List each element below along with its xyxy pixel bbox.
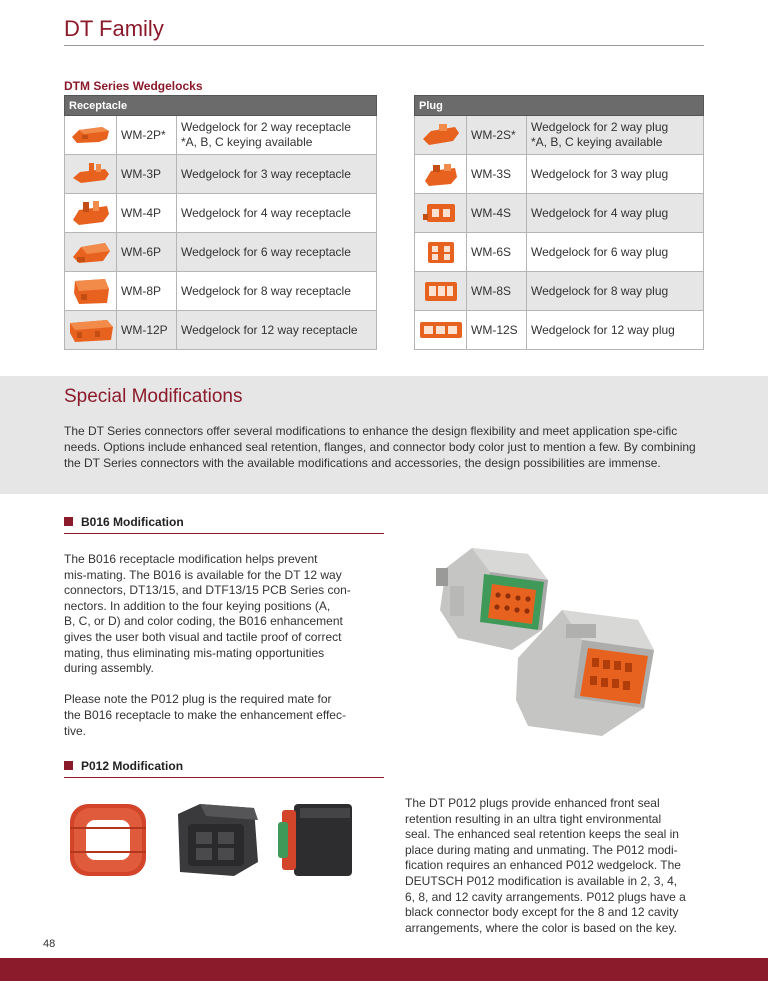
keying-note: *A, B, C keying available <box>181 135 313 149</box>
wedgelock-3s-icon <box>415 155 467 194</box>
table-row <box>65 311 377 350</box>
table-row <box>415 311 704 350</box>
wedgelock-2s-icon <box>415 116 467 155</box>
part-description: Wedgelock for 6 way plug <box>527 233 704 272</box>
page-number: 48 <box>43 938 56 950</box>
square-bullet-icon <box>64 517 73 526</box>
text-line: tive. <box>64 723 87 738</box>
part-code: WM-2P* <box>117 116 177 155</box>
b016-connector-illustration <box>432 540 662 740</box>
table-row <box>415 155 704 194</box>
part-description: Wedgelock for 12 way plug <box>527 311 704 350</box>
b016-heading-text: B016 Modification <box>81 515 184 529</box>
part-description: Wedgelock for 12 way receptacle <box>177 311 377 350</box>
text-line: black connector body except for the 8 and 12 cavity <box>405 905 679 920</box>
part-description: Wedgelock for 3 way plug <box>527 155 704 194</box>
b016-description <box>64 552 384 739</box>
b016-heading <box>64 515 184 529</box>
text-line: gives the user both visual and tactile proof of correct <box>64 629 342 644</box>
table-row <box>415 272 704 311</box>
p012-heading-text: P012 Modification <box>81 759 184 773</box>
part-code: WM-12P <box>117 311 177 350</box>
text-line: DEUTSCH P012 modification is available in 2, 3, 4, <box>405 873 678 888</box>
intro-paragraph: The DT Series connectors offer several modifications to enhance the design flexibility and meet application spe-cific needs. Options include enhanced seal retention, flanges, and connector body color just to mention a few. By combining the DT Series connectors with the available modifications and accessories, the design possibilities are immense. <box>64 424 696 470</box>
text-line: place during mating and unmating. The P012 modi- <box>405 842 678 857</box>
part-code: WM-8S <box>467 272 527 311</box>
part-description: Wedgelock for 4 way plug <box>527 194 704 233</box>
part-code: WM-6S <box>467 233 527 272</box>
table-row <box>65 272 377 311</box>
table-row <box>415 116 704 155</box>
text-line: mis-mating. The B016 is available for the DT 12 way <box>64 567 342 582</box>
b016-divider <box>64 533 384 534</box>
part-code: WM-3S <box>467 155 527 194</box>
p012-heading <box>64 759 183 773</box>
receptacle-table <box>64 95 377 350</box>
p012-seal-illustration <box>64 798 152 882</box>
text-line: seal. The enhanced seal retention keeps the seal in <box>405 827 679 842</box>
keying-note: *A, B, C keying available <box>531 135 663 149</box>
part-code: WM-4P <box>117 194 177 233</box>
plug-table <box>414 95 704 350</box>
text-line: retention resulting in an ultra tight environmental <box>405 811 662 826</box>
title-divider <box>64 45 704 46</box>
text-line: during assembly. <box>64 661 154 676</box>
part-description: Wedgelock for 4 way receptacle <box>177 194 377 233</box>
text-line: The DT P012 plugs provide enhanced front seal <box>405 796 660 810</box>
text-line: the B016 receptacle to make the enhancement effec- <box>64 707 346 722</box>
part-description: Wedgelock for 8 way receptacle <box>177 272 377 311</box>
square-bullet-icon <box>64 761 73 770</box>
part-description <box>527 116 704 155</box>
text-line: fication requires an enhanced P012 wedgelock. The <box>405 858 681 873</box>
section-title: Special Modifications <box>64 386 243 407</box>
part-description <box>177 116 377 155</box>
wedgelock-4s-icon <box>415 194 467 233</box>
part-description: Wedgelock for 6 way receptacle <box>177 233 377 272</box>
table-row <box>65 116 377 155</box>
wedgelock-2p-icon <box>65 116 117 155</box>
text-line: The B016 receptacle modification helps prevent <box>64 552 318 566</box>
b016-note-paragraph <box>64 692 384 739</box>
footer-bar <box>0 958 768 981</box>
b016-paragraph <box>64 552 384 677</box>
table-row <box>415 194 704 233</box>
table-row <box>415 233 704 272</box>
part-code: WM-12S <box>467 311 527 350</box>
description-text: Wedgelock for 2 way receptacle <box>181 120 351 134</box>
wedgelock-6s-icon <box>415 233 467 272</box>
part-code: WM-8P <box>117 272 177 311</box>
part-code: WM-2S* <box>467 116 527 155</box>
part-description: Wedgelock for 8 way plug <box>527 272 704 311</box>
receptacle-header: Receptacle <box>65 96 377 116</box>
part-description: Wedgelock for 3 way receptacle <box>177 155 377 194</box>
wedgelock-12s-icon <box>415 311 467 350</box>
p012-black-plug-illustration <box>170 800 262 880</box>
wedgelock-8p-icon <box>65 272 117 311</box>
wedgelocks-heading: DTM Series Wedgelocks <box>64 79 203 93</box>
table-row <box>65 194 377 233</box>
part-code: WM-4S <box>467 194 527 233</box>
text-line: Please note the P012 plug is the required mate for <box>64 692 332 707</box>
wedgelock-8s-icon <box>415 272 467 311</box>
plug-header: Plug <box>415 96 704 116</box>
part-code: WM-3P <box>117 155 177 194</box>
wedgelock-6p-icon <box>65 233 117 272</box>
text-line: nectors. In addition to the four keying positions (A, <box>64 598 331 613</box>
wedgelock-4p-icon <box>65 194 117 233</box>
part-code: WM-6P <box>117 233 177 272</box>
text-line: arrangements, where the color is based on the key. <box>405 920 677 935</box>
text-line: B, C, or D) and color coding, the B016 enhancement <box>64 614 343 629</box>
wedgelock-12p-icon <box>65 311 117 350</box>
table-row <box>65 155 377 194</box>
p012-description <box>405 796 710 936</box>
page-title: DT Family <box>64 16 164 41</box>
text-line: connectors, DT13/15, and DTF13/15 PCB Series con- <box>64 583 351 598</box>
table-row <box>65 233 377 272</box>
p012-paragraph <box>405 796 710 936</box>
description-text: Wedgelock for 2 way plug <box>531 120 669 134</box>
text-line: 6, 8, and 12 cavity arrangements. P012 plugs have a <box>405 889 686 904</box>
wedgelock-3p-icon <box>65 155 117 194</box>
p012-divider <box>64 777 384 778</box>
p012-side-view-illustration <box>276 798 356 882</box>
text-line: mating, thus eliminating mis-mating opportunities <box>64 645 325 660</box>
